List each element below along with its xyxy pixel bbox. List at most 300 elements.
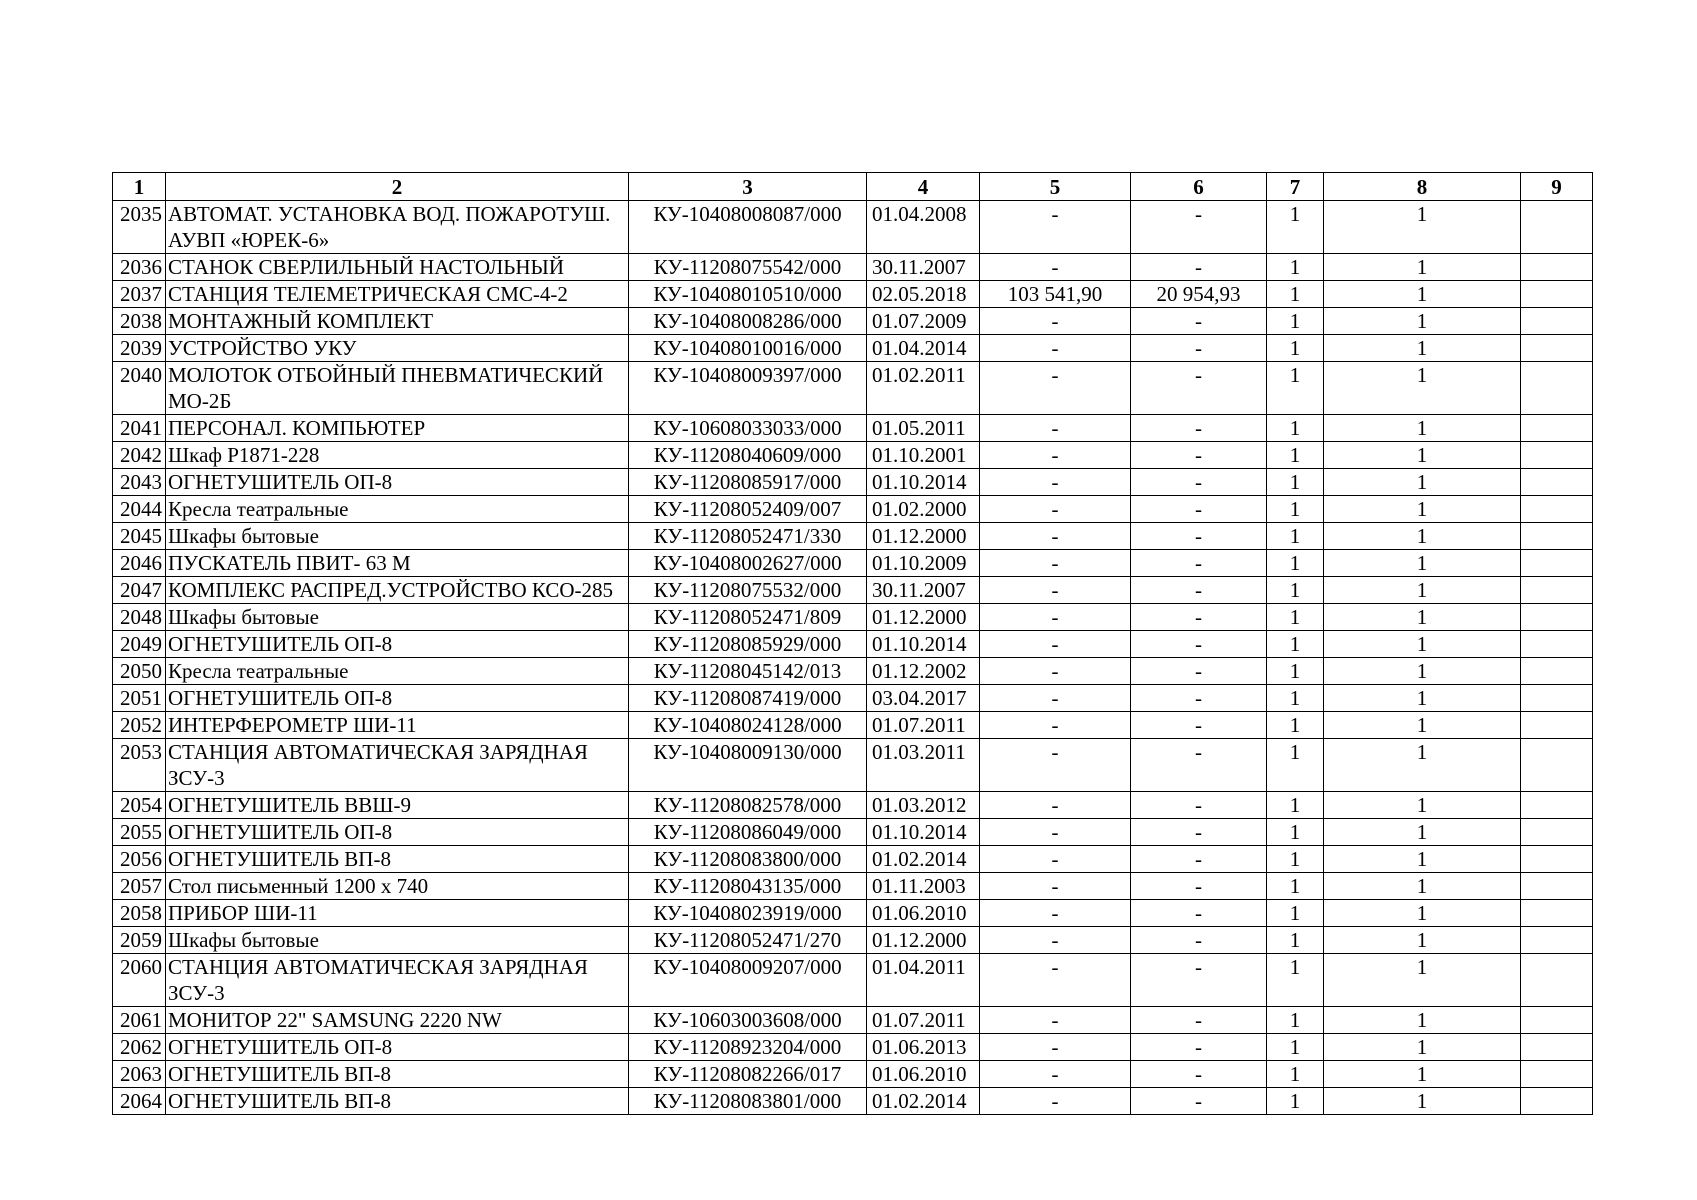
- item-name-cell: МОНТАЖНЫЙ КОМПЛЕКТ: [166, 308, 629, 335]
- column-9-cell: [1521, 631, 1593, 658]
- date-cell: 01.10.2014: [867, 819, 980, 846]
- inventory-code-cell: КУ-10408023919/000: [629, 900, 867, 927]
- column-5-cell: -: [980, 362, 1131, 415]
- column-9-cell: [1521, 415, 1593, 442]
- column-6-cell: -: [1131, 201, 1267, 254]
- table-row: [113, 819, 1593, 846]
- inventory-code-cell: КУ-11208085929/000: [629, 631, 867, 658]
- column-9-cell: [1521, 927, 1593, 954]
- date-cell: 03.04.2017: [867, 685, 980, 712]
- column-5-cell: -: [980, 712, 1131, 739]
- column-9-cell: [1521, 954, 1593, 1007]
- table-row: [113, 496, 1593, 523]
- column-7-cell: 1: [1267, 496, 1324, 523]
- column-7-cell: 1: [1267, 469, 1324, 496]
- column-7-cell: 1: [1267, 335, 1324, 362]
- date-cell: 01.10.2014: [867, 631, 980, 658]
- column-8-cell: 1: [1324, 362, 1521, 415]
- column-8-cell: 1: [1324, 281, 1521, 308]
- column-5-cell: -: [980, 254, 1131, 281]
- inventory-code-cell: КУ-11208045142/013: [629, 658, 867, 685]
- date-cell: 01.03.2011: [867, 739, 980, 792]
- column-8-cell: 1: [1324, 954, 1521, 1007]
- date-cell: 01.04.2011: [867, 954, 980, 1007]
- date-cell: 01.02.2014: [867, 846, 980, 873]
- column-8-cell: 1: [1324, 469, 1521, 496]
- column-8-cell: 1: [1324, 1007, 1521, 1034]
- inventory-code-cell: КУ-11208052409/007: [629, 496, 867, 523]
- column-5-cell: -: [980, 442, 1131, 469]
- column-9-cell: [1521, 523, 1593, 550]
- column-9-cell: [1521, 496, 1593, 523]
- inventory-code-cell: КУ-10408010016/000: [629, 335, 867, 362]
- date-cell: 01.07.2009: [867, 308, 980, 335]
- table-row: [113, 550, 1593, 577]
- inventory-code-cell: КУ-10408002627/000: [629, 550, 867, 577]
- column-7-cell: 1: [1267, 1034, 1324, 1061]
- table-row: [113, 631, 1593, 658]
- column-6-cell: -: [1131, 1061, 1267, 1088]
- column-6-cell: -: [1131, 362, 1267, 415]
- column-8-cell: 1: [1324, 335, 1521, 362]
- column-5-cell: -: [980, 523, 1131, 550]
- inventory-code-cell: КУ-10408024128/000: [629, 712, 867, 739]
- item-name-cell: ОГНЕТУШИТЕЛЬ ВП-8: [166, 1088, 629, 1115]
- table-row: [113, 335, 1593, 362]
- table-row: [113, 739, 1593, 792]
- column-8-cell: 1: [1324, 658, 1521, 685]
- column-7-cell: 1: [1267, 577, 1324, 604]
- column-9-cell: [1521, 362, 1593, 415]
- row-number-cell: 2056: [113, 846, 166, 873]
- column-8-cell: 1: [1324, 927, 1521, 954]
- row-number-cell: 2040: [113, 362, 166, 415]
- inventory-code-cell: КУ-11208082266/017: [629, 1061, 867, 1088]
- column-8-cell: 1: [1324, 415, 1521, 442]
- column-header: 7: [1267, 173, 1324, 201]
- item-name-cell: ОГНЕТУШИТЕЛЬ ВВШ-9: [166, 792, 629, 819]
- row-number-cell: 2042: [113, 442, 166, 469]
- item-name-cell: УСТРОЙСТВО УКУ: [166, 335, 629, 362]
- date-cell: 01.10.2009: [867, 550, 980, 577]
- column-6-cell: 20 954,93: [1131, 281, 1267, 308]
- column-9-cell: [1521, 1088, 1593, 1115]
- column-7-cell: 1: [1267, 819, 1324, 846]
- column-9-cell: [1521, 550, 1593, 577]
- table-row: [113, 604, 1593, 631]
- column-5-cell: -: [980, 415, 1131, 442]
- column-9-cell: [1521, 658, 1593, 685]
- column-6-cell: -: [1131, 496, 1267, 523]
- column-7-cell: 1: [1267, 1088, 1324, 1115]
- item-name-cell: Шкафы бытовые: [166, 523, 629, 550]
- column-6-cell: -: [1131, 1088, 1267, 1115]
- column-6-cell: -: [1131, 712, 1267, 739]
- inventory-code-cell: КУ-10408009397/000: [629, 362, 867, 415]
- date-cell: 02.05.2018: [867, 281, 980, 308]
- row-number-cell: 2062: [113, 1034, 166, 1061]
- column-8-cell: 1: [1324, 496, 1521, 523]
- column-7-cell: 1: [1267, 685, 1324, 712]
- row-number-cell: 2039: [113, 335, 166, 362]
- column-9-cell: [1521, 335, 1593, 362]
- column-6-cell: -: [1131, 308, 1267, 335]
- row-number-cell: 2064: [113, 1088, 166, 1115]
- column-8-cell: 1: [1324, 846, 1521, 873]
- column-8-cell: 1: [1324, 1034, 1521, 1061]
- column-5-cell: -: [980, 954, 1131, 1007]
- row-number-cell: 2052: [113, 712, 166, 739]
- table-row: [113, 954, 1593, 1007]
- item-name-cell: Шкафы бытовые: [166, 604, 629, 631]
- table-row: [113, 846, 1593, 873]
- inventory-code-cell: КУ-11208083801/000: [629, 1088, 867, 1115]
- column-6-cell: -: [1131, 550, 1267, 577]
- row-number-cell: 2053: [113, 739, 166, 792]
- item-name-cell: СТАНЦИЯ АВТОМАТИЧЕСКАЯ ЗАРЯДНАЯ ЗСУ-3: [166, 954, 629, 1007]
- column-5-cell: -: [980, 604, 1131, 631]
- column-9-cell: [1521, 281, 1593, 308]
- column-9-cell: [1521, 254, 1593, 281]
- inventory-code-cell: КУ-11208052471/809: [629, 604, 867, 631]
- column-6-cell: -: [1131, 873, 1267, 900]
- column-6-cell: -: [1131, 900, 1267, 927]
- column-5-cell: -: [980, 577, 1131, 604]
- column-8-cell: 1: [1324, 739, 1521, 792]
- inventory-code-cell: КУ-11208052471/330: [629, 523, 867, 550]
- date-cell: 01.12.2002: [867, 658, 980, 685]
- row-number-cell: 2045: [113, 523, 166, 550]
- column-8-cell: 1: [1324, 1088, 1521, 1115]
- column-6-cell: -: [1131, 415, 1267, 442]
- column-6-cell: -: [1131, 631, 1267, 658]
- column-9-cell: [1521, 846, 1593, 873]
- column-header: 9: [1521, 173, 1593, 201]
- column-5-cell: -: [980, 927, 1131, 954]
- item-name-cell: СТАНОК СВЕРЛИЛЬНЫЙ НАСТОЛЬНЫЙ: [166, 254, 629, 281]
- column-7-cell: 1: [1267, 415, 1324, 442]
- row-number-cell: 2043: [113, 469, 166, 496]
- column-6-cell: -: [1131, 954, 1267, 1007]
- item-name-cell: ОГНЕТУШИТЕЛЬ ОП-8: [166, 469, 629, 496]
- date-cell: 01.02.2014: [867, 1088, 980, 1115]
- column-5-cell: -: [980, 792, 1131, 819]
- column-9-cell: [1521, 685, 1593, 712]
- table-row: [113, 201, 1593, 254]
- table-row: [113, 685, 1593, 712]
- inventory-code-cell: КУ-11208075532/000: [629, 577, 867, 604]
- column-5-cell: -: [980, 819, 1131, 846]
- column-5-cell: -: [980, 1034, 1131, 1061]
- column-8-cell: 1: [1324, 792, 1521, 819]
- table-row: [113, 1007, 1593, 1034]
- item-name-cell: ОГНЕТУШИТЕЛЬ ОП-8: [166, 685, 629, 712]
- item-name-cell: Кресла театральные: [166, 658, 629, 685]
- column-6-cell: -: [1131, 739, 1267, 792]
- row-number-cell: 2063: [113, 1061, 166, 1088]
- inventory-table: [112, 172, 1593, 1115]
- item-name-cell: ПРИБОР ШИ-11: [166, 900, 629, 927]
- column-7-cell: 1: [1267, 1007, 1324, 1034]
- item-name-cell: МОЛОТОК ОТБОЙНЫЙ ПНЕВМАТИЧЕСКИЙ МО-2Б: [166, 362, 629, 415]
- date-cell: 01.12.2000: [867, 927, 980, 954]
- row-number-cell: 2036: [113, 254, 166, 281]
- item-name-cell: Кресла театральные: [166, 496, 629, 523]
- column-7-cell: 1: [1267, 954, 1324, 1007]
- inventory-code-cell: КУ-10608033033/000: [629, 415, 867, 442]
- column-8-cell: 1: [1324, 712, 1521, 739]
- inventory-code-cell: КУ-11208923204/000: [629, 1034, 867, 1061]
- table-row: [113, 308, 1593, 335]
- column-6-cell: -: [1131, 927, 1267, 954]
- table-row: [113, 415, 1593, 442]
- column-5-cell: -: [980, 1007, 1131, 1034]
- inventory-code-cell: КУ-11208040609/000: [629, 442, 867, 469]
- column-header: 2: [166, 173, 629, 201]
- column-8-cell: 1: [1324, 685, 1521, 712]
- inventory-code-cell: КУ-10603003608/000: [629, 1007, 867, 1034]
- column-6-cell: -: [1131, 604, 1267, 631]
- column-9-cell: [1521, 201, 1593, 254]
- column-5-cell: -: [980, 846, 1131, 873]
- table-row: [113, 927, 1593, 954]
- column-6-cell: -: [1131, 523, 1267, 550]
- column-5-cell: -: [980, 335, 1131, 362]
- date-cell: 01.10.2001: [867, 442, 980, 469]
- column-9-cell: [1521, 873, 1593, 900]
- inventory-code-cell: КУ-11208043135/000: [629, 873, 867, 900]
- item-name-cell: ОГНЕТУШИТЕЛЬ ОП-8: [166, 1034, 629, 1061]
- row-number-cell: 2057: [113, 873, 166, 900]
- row-number-cell: 2037: [113, 281, 166, 308]
- inventory-code-cell: КУ-11208075542/000: [629, 254, 867, 281]
- inventory-code-cell: КУ-10408010510/000: [629, 281, 867, 308]
- item-name-cell: ОГНЕТУШИТЕЛЬ ВП-8: [166, 846, 629, 873]
- date-cell: 01.02.2000: [867, 496, 980, 523]
- column-6-cell: -: [1131, 685, 1267, 712]
- item-name-cell: ОГНЕТУШИТЕЛЬ ОП-8: [166, 631, 629, 658]
- item-name-cell: Стол письменный 1200 х 740: [166, 873, 629, 900]
- inventory-code-cell: КУ-11208052471/270: [629, 927, 867, 954]
- column-7-cell: 1: [1267, 281, 1324, 308]
- column-6-cell: -: [1131, 819, 1267, 846]
- column-9-cell: [1521, 604, 1593, 631]
- column-7-cell: 1: [1267, 1061, 1324, 1088]
- table-row: [113, 281, 1593, 308]
- column-7-cell: 1: [1267, 792, 1324, 819]
- column-9-cell: [1521, 792, 1593, 819]
- column-5-cell: -: [980, 496, 1131, 523]
- column-7-cell: 1: [1267, 254, 1324, 281]
- column-8-cell: 1: [1324, 819, 1521, 846]
- date-cell: 01.07.2011: [867, 712, 980, 739]
- table-row: [113, 792, 1593, 819]
- item-name-cell: Шкаф Р1871-228: [166, 442, 629, 469]
- row-number-cell: 2060: [113, 954, 166, 1007]
- column-8-cell: 1: [1324, 1061, 1521, 1088]
- item-name-cell: ИНТЕРФЕРОМЕТР ШИ-11: [166, 712, 629, 739]
- column-8-cell: 1: [1324, 550, 1521, 577]
- inventory-code-cell: КУ-10408009207/000: [629, 954, 867, 1007]
- column-header: 5: [980, 173, 1131, 201]
- column-5-cell: -: [980, 900, 1131, 927]
- column-7-cell: 1: [1267, 201, 1324, 254]
- item-name-cell: КОМПЛЕКС РАСПРЕД.УСТРОЙСТВО КСО-285: [166, 577, 629, 604]
- item-name-cell: АВТОМАТ. УСТАНОВКА ВОД. ПОЖАРОТУШ. АУВП «ЮРЕК-6»: [166, 201, 629, 254]
- inventory-code-cell: КУ-11208086049/000: [629, 819, 867, 846]
- inventory-code-cell: КУ-11208085917/000: [629, 469, 867, 496]
- table-body: [113, 201, 1593, 1115]
- column-9-cell: [1521, 900, 1593, 927]
- date-cell: 01.11.2003: [867, 873, 980, 900]
- table-row: [113, 523, 1593, 550]
- column-7-cell: 1: [1267, 308, 1324, 335]
- table-row: [113, 873, 1593, 900]
- column-6-cell: -: [1131, 1007, 1267, 1034]
- column-9-cell: [1521, 442, 1593, 469]
- column-9-cell: [1521, 1034, 1593, 1061]
- item-name-cell: МОНИТОР 22" SAMSUNG 2220 NW: [166, 1007, 629, 1034]
- date-cell: 01.06.2010: [867, 1061, 980, 1088]
- row-number-cell: 2055: [113, 819, 166, 846]
- column-6-cell: -: [1131, 792, 1267, 819]
- date-cell: 01.06.2013: [867, 1034, 980, 1061]
- date-cell: 01.06.2010: [867, 900, 980, 927]
- column-6-cell: -: [1131, 658, 1267, 685]
- row-number-cell: 2054: [113, 792, 166, 819]
- column-5-cell: -: [980, 201, 1131, 254]
- column-7-cell: 1: [1267, 523, 1324, 550]
- column-5-cell: 103 541,90: [980, 281, 1131, 308]
- date-cell: 01.04.2014: [867, 335, 980, 362]
- item-name-cell: Шкафы бытовые: [166, 927, 629, 954]
- column-7-cell: 1: [1267, 846, 1324, 873]
- column-7-cell: 1: [1267, 712, 1324, 739]
- column-5-cell: -: [980, 685, 1131, 712]
- column-9-cell: [1521, 469, 1593, 496]
- table-row: [113, 1034, 1593, 1061]
- column-8-cell: 1: [1324, 631, 1521, 658]
- date-cell: 01.04.2008: [867, 201, 980, 254]
- table-row: [113, 900, 1593, 927]
- column-header: 3: [629, 173, 867, 201]
- column-5-cell: -: [980, 873, 1131, 900]
- column-5-cell: -: [980, 631, 1131, 658]
- table-row: [113, 1088, 1593, 1115]
- table-row: [113, 577, 1593, 604]
- item-name-cell: ОГНЕТУШИТЕЛЬ ВП-8: [166, 1061, 629, 1088]
- item-name-cell: ПЕРСОНАЛ. КОМПЬЮТЕР: [166, 415, 629, 442]
- column-7-cell: 1: [1267, 604, 1324, 631]
- column-header: 4: [867, 173, 980, 201]
- column-5-cell: -: [980, 739, 1131, 792]
- item-name-cell: СТАНЦИЯ АВТОМАТИЧЕСКАЯ ЗАРЯДНАЯ ЗСУ-3: [166, 739, 629, 792]
- row-number-cell: 2061: [113, 1007, 166, 1034]
- column-5-cell: -: [980, 469, 1131, 496]
- inventory-code-cell: КУ-10408008087/000: [629, 201, 867, 254]
- column-6-cell: -: [1131, 469, 1267, 496]
- row-number-cell: 2038: [113, 308, 166, 335]
- column-7-cell: 1: [1267, 658, 1324, 685]
- column-7-cell: 1: [1267, 739, 1324, 792]
- column-9-cell: [1521, 308, 1593, 335]
- column-8-cell: 1: [1324, 873, 1521, 900]
- row-number-cell: 2050: [113, 658, 166, 685]
- column-8-cell: 1: [1324, 254, 1521, 281]
- column-7-cell: 1: [1267, 362, 1324, 415]
- column-6-cell: -: [1131, 335, 1267, 362]
- date-cell: 01.12.2000: [867, 523, 980, 550]
- table-row: [113, 712, 1593, 739]
- column-9-cell: [1521, 1007, 1593, 1034]
- inventory-code-cell: КУ-11208083800/000: [629, 846, 867, 873]
- column-9-cell: [1521, 1061, 1593, 1088]
- date-cell: 01.07.2011: [867, 1007, 980, 1034]
- row-number-cell: 2044: [113, 496, 166, 523]
- column-7-cell: 1: [1267, 873, 1324, 900]
- column-8-cell: 1: [1324, 308, 1521, 335]
- column-header: 6: [1131, 173, 1267, 201]
- date-cell: 30.11.2007: [867, 254, 980, 281]
- column-9-cell: [1521, 739, 1593, 792]
- row-number-cell: 2047: [113, 577, 166, 604]
- column-5-cell: -: [980, 1088, 1131, 1115]
- inventory-code-cell: КУ-10408008286/000: [629, 308, 867, 335]
- column-8-cell: 1: [1324, 201, 1521, 254]
- column-8-cell: 1: [1324, 604, 1521, 631]
- column-header: 1: [113, 173, 166, 201]
- date-cell: 01.10.2014: [867, 469, 980, 496]
- row-number-cell: 2046: [113, 550, 166, 577]
- column-header: 8: [1324, 173, 1521, 201]
- column-5-cell: -: [980, 658, 1131, 685]
- date-cell: 01.03.2012: [867, 792, 980, 819]
- column-6-cell: -: [1131, 442, 1267, 469]
- column-9-cell: [1521, 819, 1593, 846]
- column-7-cell: 1: [1267, 442, 1324, 469]
- column-5-cell: -: [980, 1061, 1131, 1088]
- row-number-cell: 2035: [113, 201, 166, 254]
- table-row: [113, 362, 1593, 415]
- column-6-cell: -: [1131, 577, 1267, 604]
- date-cell: 01.12.2000: [867, 604, 980, 631]
- item-name-cell: СТАНЦИЯ ТЕЛЕМЕТРИЧЕСКАЯ СМС-4-2: [166, 281, 629, 308]
- column-6-cell: -: [1131, 1034, 1267, 1061]
- column-8-cell: 1: [1324, 577, 1521, 604]
- row-number-cell: 2048: [113, 604, 166, 631]
- column-8-cell: 1: [1324, 523, 1521, 550]
- column-6-cell: -: [1131, 846, 1267, 873]
- column-8-cell: 1: [1324, 442, 1521, 469]
- column-9-cell: [1521, 577, 1593, 604]
- table-row: [113, 1061, 1593, 1088]
- date-cell: 30.11.2007: [867, 577, 980, 604]
- date-cell: 01.02.2011: [867, 362, 980, 415]
- column-6-cell: -: [1131, 254, 1267, 281]
- row-number-cell: 2059: [113, 927, 166, 954]
- table-row: [113, 469, 1593, 496]
- inventory-code-cell: КУ-11208082578/000: [629, 792, 867, 819]
- header-row: [113, 173, 1593, 201]
- table-row: [113, 658, 1593, 685]
- column-7-cell: 1: [1267, 927, 1324, 954]
- column-9-cell: [1521, 712, 1593, 739]
- column-7-cell: 1: [1267, 900, 1324, 927]
- row-number-cell: 2058: [113, 900, 166, 927]
- item-name-cell: ПУСКАТЕЛЬ ПВИТ- 63 М: [166, 550, 629, 577]
- inventory-code-cell: КУ-11208087419/000: [629, 685, 867, 712]
- date-cell: 01.05.2011: [867, 415, 980, 442]
